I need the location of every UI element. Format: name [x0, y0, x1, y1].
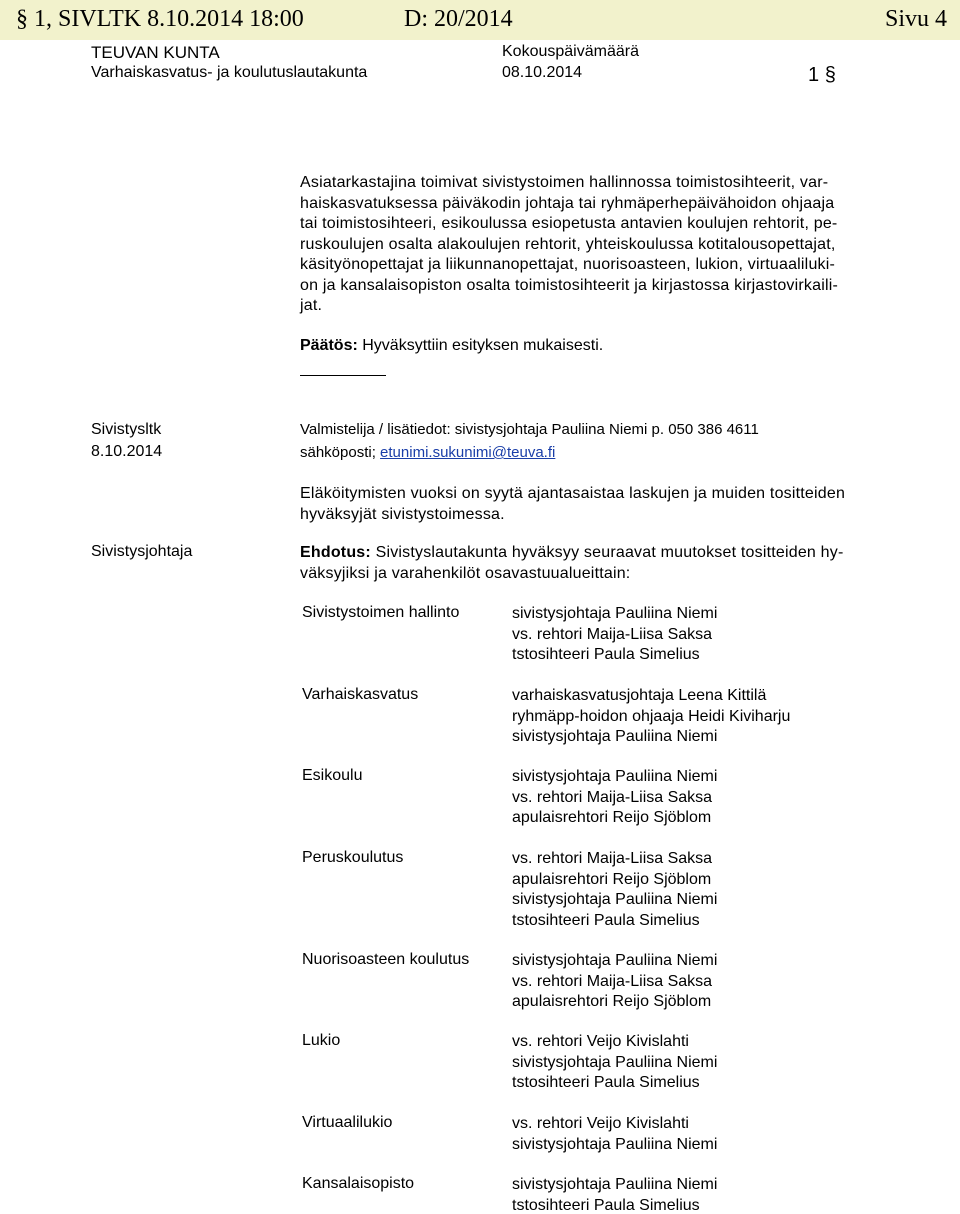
meeting-date-label: Kokouspäivämäärä [502, 43, 639, 60]
email-link[interactable]: etunimi.sukunimi@teuva.fi [380, 444, 556, 461]
organization-name: TEUVAN KUNTA [91, 43, 220, 62]
proposal-line [300, 543, 895, 564]
approver: tstosihteeri Paula Simelius [512, 1074, 700, 1092]
retirement-line: Eläköitymisten vuoksi on syytä ajantasaistaa laskujen ja muiden tositteiden [300, 485, 846, 502]
section-number-value: 1 [808, 64, 820, 86]
approver: apulaisrehtori Reijo Sjöblom [512, 993, 712, 1011]
approver: apulaisrehtori Reijo Sjöblom [512, 870, 712, 888]
approver: vs. rehtori Veijo Kivislahti [512, 1115, 689, 1132]
banner-page: Sivu 4 [884, 6, 947, 32]
banner-diary-number: D: 20/2014 [404, 6, 513, 32]
body-label: Sivistysltk [91, 421, 162, 438]
meeting-date: 08.10.2014 [502, 64, 583, 81]
area-label: Lukio [302, 1032, 341, 1049]
approver: vs. rehtori Maija-Liisa Saksa [512, 788, 713, 806]
approver: sivistysjohtaja Pauliina Niemi [512, 891, 718, 909]
intro-line: jat. [300, 297, 323, 314]
approver: apulaisrehtori Reijo Sjöblom [512, 809, 712, 827]
intro-line: haiskasvatuksessa päiväkodin johtaja tai ryhmäperhepäivähoidon ohjaaja [300, 194, 835, 212]
section-number [808, 64, 836, 87]
approver: sivistysjohtaja Pauliina Niemi [512, 1176, 718, 1193]
email-label: sähköposti; [300, 444, 381, 461]
approver: sivistysjohtaja Pauliina Niemi [512, 768, 718, 785]
email-line [300, 444, 555, 461]
approver: sivistysjohtaja Pauliina Niemi [512, 1135, 718, 1153]
area-people [512, 604, 717, 666]
approver: vs. rehtori Maija-Liisa Saksa [512, 625, 713, 643]
proposal-line: väksyjiksi ja varahenkilöt osavastuualueittain: [300, 564, 631, 582]
area-people [512, 849, 717, 931]
approver: sivistysjohtaja Pauliina Niemi [512, 952, 718, 969]
approver: vs. rehtori Maija-Liisa Saksa [512, 850, 713, 867]
area-people [512, 686, 790, 748]
approver: sivistysjohtaja Pauliina Niemi [512, 1053, 718, 1071]
banner-left [16, 6, 304, 33]
approver: varhaiskasvatusjohtaja Leena Kittilä [512, 687, 767, 704]
approver: ryhmäpp-hoidon ohjaaja Heidi Kiviharju [512, 707, 791, 725]
department-name: Varhaiskasvatus- ja koulutuslautakunta [91, 64, 368, 81]
area-label: Nuorisoasteen koulutus [302, 951, 470, 968]
banner-meeting: 1, SIVLTK 8.10.2014 18:00 [34, 6, 304, 32]
area-label: Esikoulu [302, 767, 363, 784]
area-people [512, 1114, 717, 1155]
intro-line: tai toimistosihteeri, esikoulussa esiopetusta antavien koulujen rehtorit, pe- [300, 215, 838, 232]
area-people [512, 1175, 717, 1214]
intro-line: Asiatarkastajina toimivat sivistystoimen hallinnossa toimistosihteerit, var- [300, 174, 829, 191]
retirement-paragraph [300, 484, 895, 525]
proposal-label: Ehdotus: [300, 544, 371, 561]
decision-text: Hyväksyttiin esityksen mukaisesti. [357, 337, 604, 354]
proposal-role: Sivistysjohtaja [91, 543, 193, 560]
approver: sivistysjohtaja Pauliina Niemi [512, 605, 718, 622]
decision-divider [300, 375, 386, 376]
area-label: Kansalaisopisto [302, 1175, 415, 1192]
area-label: Peruskoulutus [302, 849, 404, 866]
area-label: Varhaiskasvatus [302, 686, 419, 703]
document-banner [0, 0, 960, 40]
approver: tstosihteeri Paula Simelius [512, 911, 700, 929]
intro-line: on ja kansalaisopiston osalta toimistosihteerit ja kirjastossa kirjastovirkaili- [300, 276, 838, 294]
decision [300, 337, 603, 355]
intro-line: käsityönopettajat ja liikunnanopettajat, nuorisoasteen, lukion, virtuaaliluki- [300, 256, 836, 273]
preparer-info: Valmistelija / lisätiedot: sivistysjohtaja Pauliina Niemi p. 050 386 4611 [300, 421, 759, 438]
area-label: Virtuaalilukio [302, 1114, 393, 1131]
approver: vs. rehtori Veijo Kivislahti [512, 1033, 689, 1050]
decision-label: Päätös: [300, 337, 358, 354]
proposal-text: Sivistyslautakunta hyväksyy seuraavat muutokset tositteiden hy- [370, 544, 844, 561]
approver: tstosihteeri Paula Simelius [512, 1196, 700, 1214]
meeting-date-left: 8.10.2014 [91, 443, 163, 460]
approver: tstosihteeri Paula Simelius [512, 646, 700, 664]
intro-line: ruskoulujen osalta alakoulujen rehtorit, yhteiskoulussa kotitalousopettajat, [300, 235, 836, 253]
retirement-line: hyväksyjät sivistystoimessa. [300, 505, 505, 523]
proposal-paragraph [300, 543, 895, 584]
section-sign-icon: § [16, 6, 28, 32]
area-people [512, 767, 717, 829]
approver: sivistysjohtaja Pauliina Niemi [512, 728, 718, 746]
area-label: Sivistystoimen hallinto [302, 604, 460, 621]
area-people [512, 1032, 717, 1094]
intro-paragraph [300, 173, 895, 317]
approver: vs. rehtori Maija-Liisa Saksa [512, 972, 713, 990]
area-people [512, 951, 717, 1013]
section-sign-icon: § [824, 64, 836, 86]
